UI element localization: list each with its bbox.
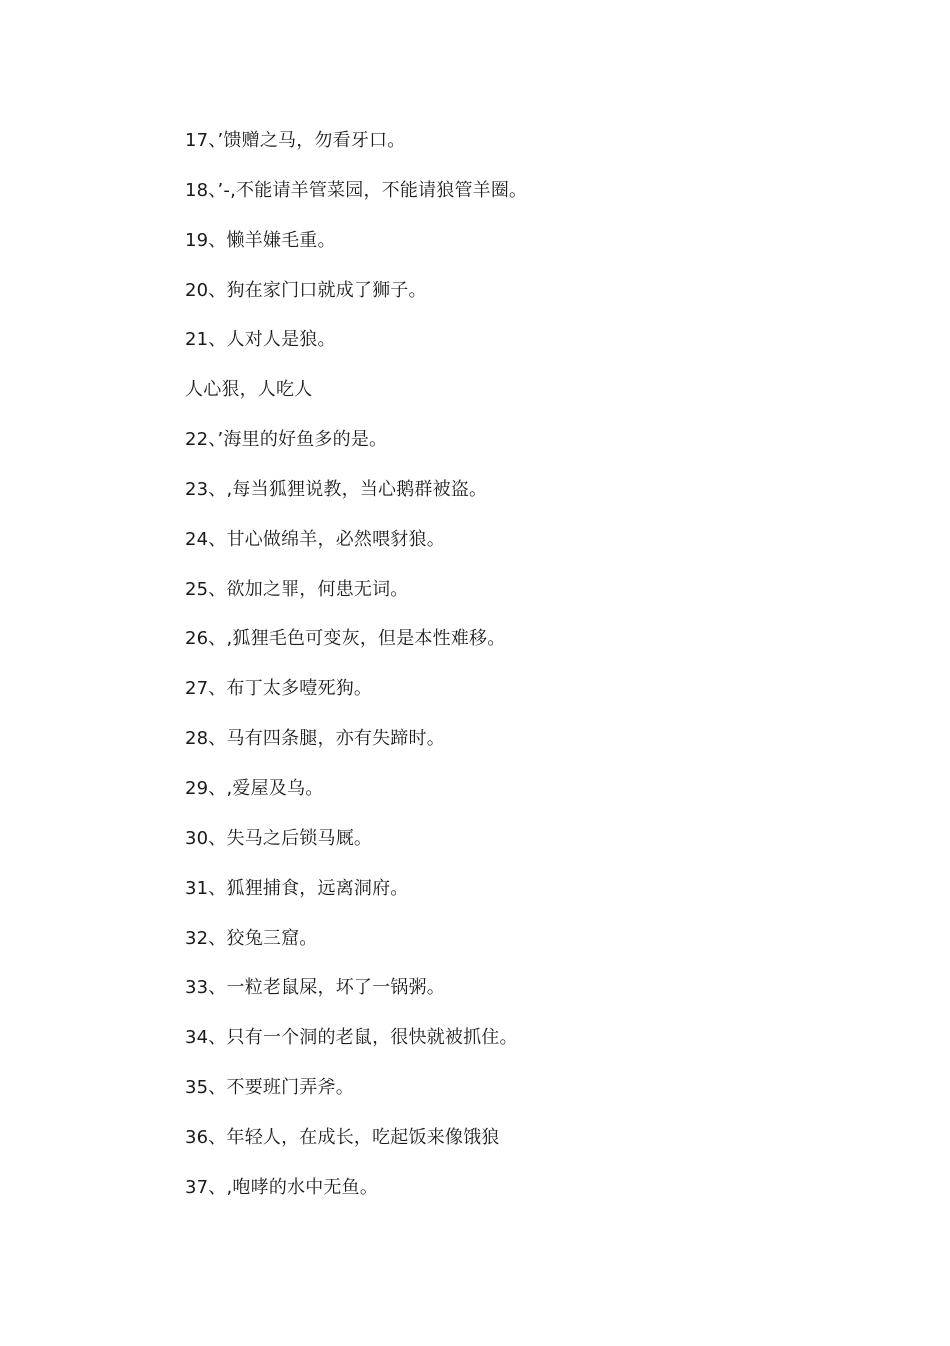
proverb-line-27: 27、布丁太多噎死狗。 <box>185 678 373 700</box>
proverb-line-25: 25、欲加之罪，何患无词。 <box>185 578 409 600</box>
proverb-line-21: 21、人对人是狼。 <box>185 329 336 351</box>
proverb-line-31: 31、狐狸捕食，远离洞府。 <box>185 877 409 899</box>
proverb-line-24: 24、甘心做绵羊，必然喂豺狼。 <box>185 528 445 550</box>
proverb-line-36: 36、年轻人，在成长，吃起饭来像饿狼 <box>185 1126 500 1148</box>
proverb-line-17: 17、’馈赠之马，勿看牙口。 <box>185 130 406 151</box>
proverb-line-22: 22、’海里的好鱼多的是。 <box>185 429 388 451</box>
proverb-line-18: 18、’-,不能请羊管菜园，不能请狼管羊圈。 <box>185 179 528 201</box>
proverb-line-33: 33、一粒老鼠屎，坏了一锅粥。 <box>185 977 445 999</box>
proverb-line-34: 34、只有一个洞的老鼠，很快就被抓住。 <box>185 1027 518 1049</box>
proverb-line-20: 20、狗在家门口就成了狮子。 <box>185 279 427 301</box>
proverb-line-32: 32、狡兔三窟。 <box>185 927 318 949</box>
proverb-line-26: 26、,狐狸毛色可变灰，但是本性难移。 <box>185 628 506 650</box>
proverb-line-28: 28、马有四条腿，亦有失蹄时。 <box>185 728 445 750</box>
proverb-line-21-note: 人心狠，人吃人 <box>185 379 313 401</box>
proverb-line-35: 35、不要班门弄斧。 <box>185 1077 354 1099</box>
proverb-line-19: 19、懒羊嫌毛重。 <box>185 229 336 251</box>
proverb-line-23: 23、,每当狐狸说教，当心鹅群被盗。 <box>185 478 488 500</box>
proverb-line-29: 29、,爱屋及乌。 <box>185 777 324 799</box>
proverb-list <box>185 126 885 1223</box>
proverb-line-30: 30、失马之后锁马厩。 <box>185 827 373 849</box>
proverb-line-37: 37、,咆哮的水中无鱼。 <box>185 1176 379 1198</box>
